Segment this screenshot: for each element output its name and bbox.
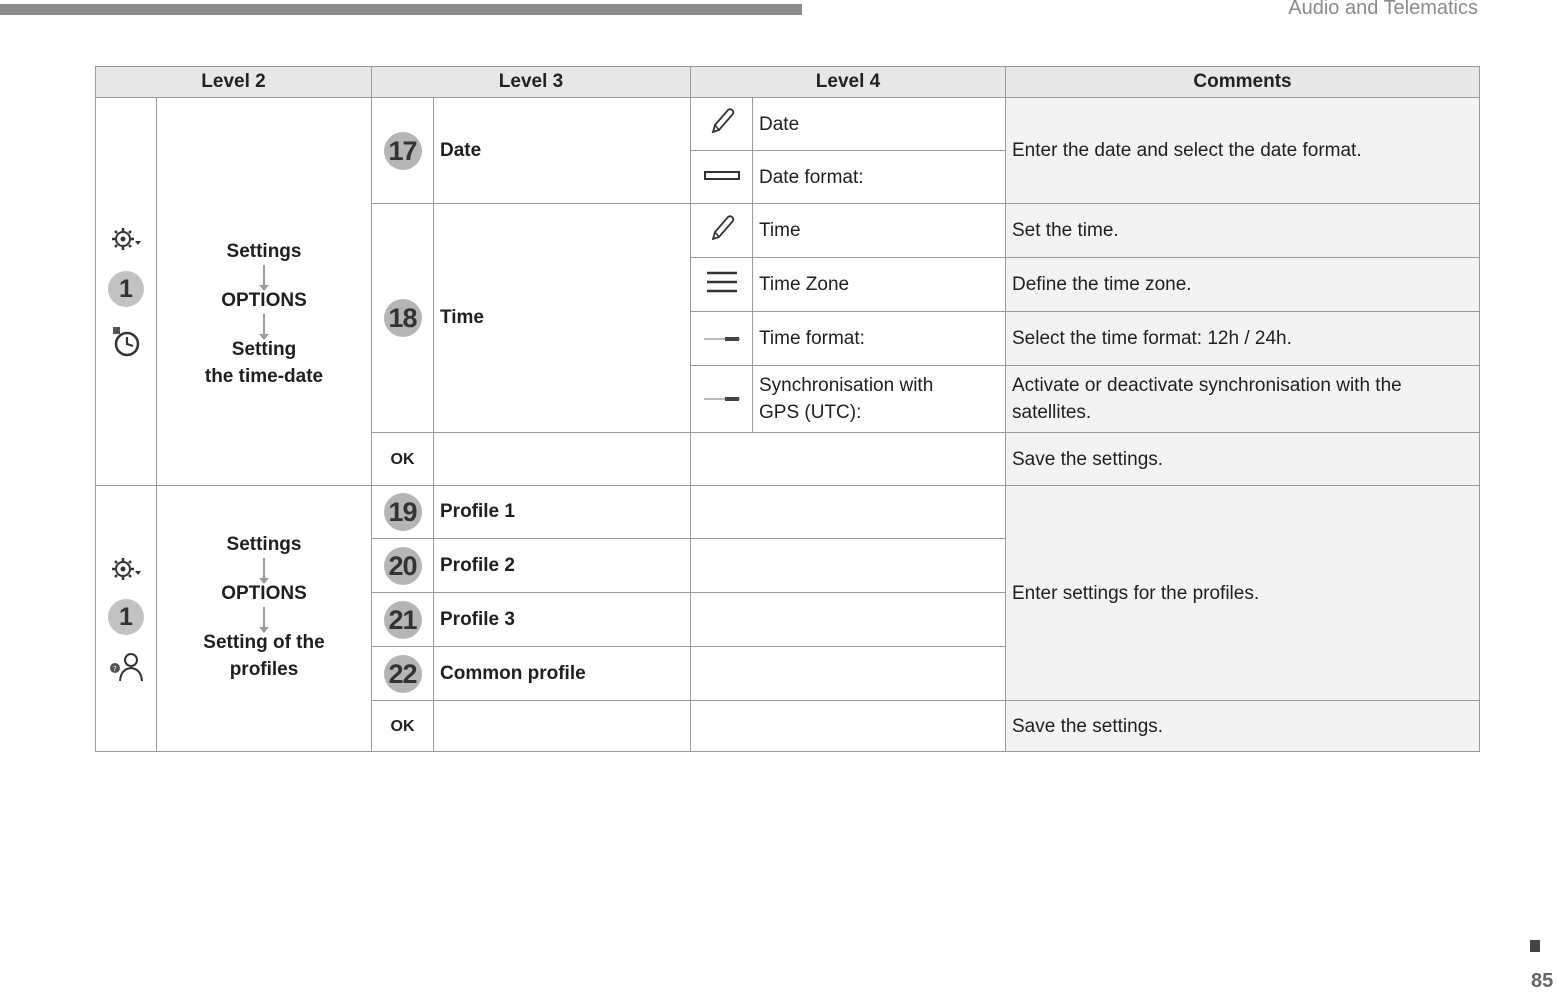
empty-cell <box>691 647 1006 701</box>
level4-date-format[interactable]: Date format: <box>753 151 1006 204</box>
level4-time-zone[interactable]: Time Zone <box>753 258 1006 312</box>
level2-nav-cell <box>157 486 372 752</box>
section-title: Audio and Telematics <box>1288 0 1478 19</box>
step-1-badge: 1 <box>108 599 144 635</box>
arrow-down-icon <box>263 265 265 287</box>
step-22-badge: 22 <box>384 655 422 693</box>
step-20-badge: 20 <box>384 547 422 585</box>
level4-icon-cell <box>691 366 753 433</box>
level4-gps-sync-line1: Synchronisation with <box>759 375 934 396</box>
nav-time-date: the time-date <box>204 365 324 387</box>
comment-time: Set the time. <box>1006 204 1480 258</box>
arrow-down-icon <box>263 558 265 580</box>
svg-text:?: ? <box>113 664 117 673</box>
level3-num-cell <box>372 204 434 433</box>
level3-num-cell <box>372 486 434 539</box>
comment-gps-sync <box>1006 366 1480 433</box>
selector-bar-icon <box>704 170 740 182</box>
settings-gear-icon <box>110 225 142 253</box>
level4-icon-cell <box>691 98 753 151</box>
comment-profiles: Enter settings for the profiles. <box>1006 486 1480 701</box>
level3-profile-3[interactable]: Profile 3 <box>434 593 691 647</box>
nav-profiles: profiles <box>229 658 299 680</box>
level3-num-cell <box>372 98 434 204</box>
level3-ok-cell <box>372 433 434 486</box>
header-rule <box>0 4 802 15</box>
pencil-icon <box>708 213 736 243</box>
level3-num-cell <box>372 539 434 593</box>
empty-cell <box>691 539 1006 593</box>
ok-button[interactable]: OK <box>390 451 415 468</box>
comment-save: Save the settings. <box>1006 433 1480 486</box>
nav-options: OPTIONS <box>221 289 307 311</box>
empty-cell <box>691 486 1006 539</box>
header-comments: Comments <box>1006 67 1480 98</box>
step-18-badge: 18 <box>384 299 422 337</box>
comment-gps-sync-line1: Activate or deactivate synchronisation with the <box>1012 375 1402 396</box>
level4-icon-cell <box>691 204 753 258</box>
empty-cell <box>691 701 1006 752</box>
nav-options: OPTIONS <box>221 582 307 604</box>
level4-icon-cell <box>691 258 753 312</box>
step-17-badge: 17 <box>384 132 422 170</box>
level2-icons-cell <box>96 486 157 752</box>
comment-time-zone: Define the time zone. <box>1006 258 1480 312</box>
level3-date-label[interactable]: Date <box>434 98 691 204</box>
header-level-2: Level 2 <box>96 67 372 98</box>
level3-profile-2[interactable]: Profile 2 <box>434 539 691 593</box>
comment-date: Enter the date and select the date format. <box>1006 98 1480 204</box>
level2-nav-cell <box>157 98 372 486</box>
level2-icons-cell <box>96 98 157 486</box>
page-marker <box>1530 940 1540 952</box>
empty-cell <box>434 433 691 486</box>
comment-save: Save the settings. <box>1006 701 1480 752</box>
table-row <box>96 98 1480 151</box>
level3-profile-1[interactable]: Profile 1 <box>434 486 691 539</box>
toggle-slider-icon <box>703 334 741 344</box>
settings-gear-icon <box>110 555 142 583</box>
empty-cell <box>691 593 1006 647</box>
pencil-icon <box>708 106 736 136</box>
level4-icon-cell <box>691 312 753 366</box>
comment-time-format: Select the time format: 12h / 24h. <box>1006 312 1480 366</box>
header-level-3: Level 3 <box>372 67 691 98</box>
level4-time[interactable]: Time <box>753 204 1006 258</box>
nav-settings: Settings <box>226 533 302 555</box>
nav-setting-of-the: Setting of the <box>203 631 325 653</box>
step-1-badge: 1 <box>108 271 144 307</box>
step-19-badge: 19 <box>384 493 422 531</box>
ok-button[interactable]: OK <box>390 718 415 735</box>
step-21-badge: 21 <box>384 601 422 639</box>
nav-setting: Setting <box>231 338 297 360</box>
clock-icon <box>109 325 143 359</box>
profile-person-icon <box>107 651 145 683</box>
comment-gps-sync-line2: satellites. <box>1012 402 1092 423</box>
level4-gps-sync-line2: GPS (UTC): <box>759 402 862 423</box>
level4-icon-cell <box>691 151 753 204</box>
header-level-4: Level 4 <box>691 67 1006 98</box>
page-number: 85 <box>1531 970 1554 992</box>
level3-time-label[interactable]: Time <box>434 204 691 433</box>
toggle-slider-icon <box>703 394 741 404</box>
level3-ok-cell <box>372 701 434 752</box>
level3-num-cell <box>372 647 434 701</box>
empty-cell <box>691 433 1006 486</box>
hamburger-menu-icon <box>706 269 738 295</box>
nav-settings: Settings <box>226 240 302 262</box>
level4-time-format[interactable]: Time format: <box>753 312 1006 366</box>
table-header-row <box>96 67 1480 98</box>
empty-cell <box>434 701 691 752</box>
level3-common-profile[interactable]: Common profile <box>434 647 691 701</box>
arrow-down-icon <box>263 607 265 629</box>
table-row <box>96 486 1480 539</box>
level4-date[interactable]: Date <box>753 98 1006 151</box>
settings-table <box>95 66 1480 752</box>
level4-gps-sync[interactable] <box>753 366 1006 433</box>
arrow-down-icon <box>263 314 265 336</box>
level3-num-cell <box>372 593 434 647</box>
